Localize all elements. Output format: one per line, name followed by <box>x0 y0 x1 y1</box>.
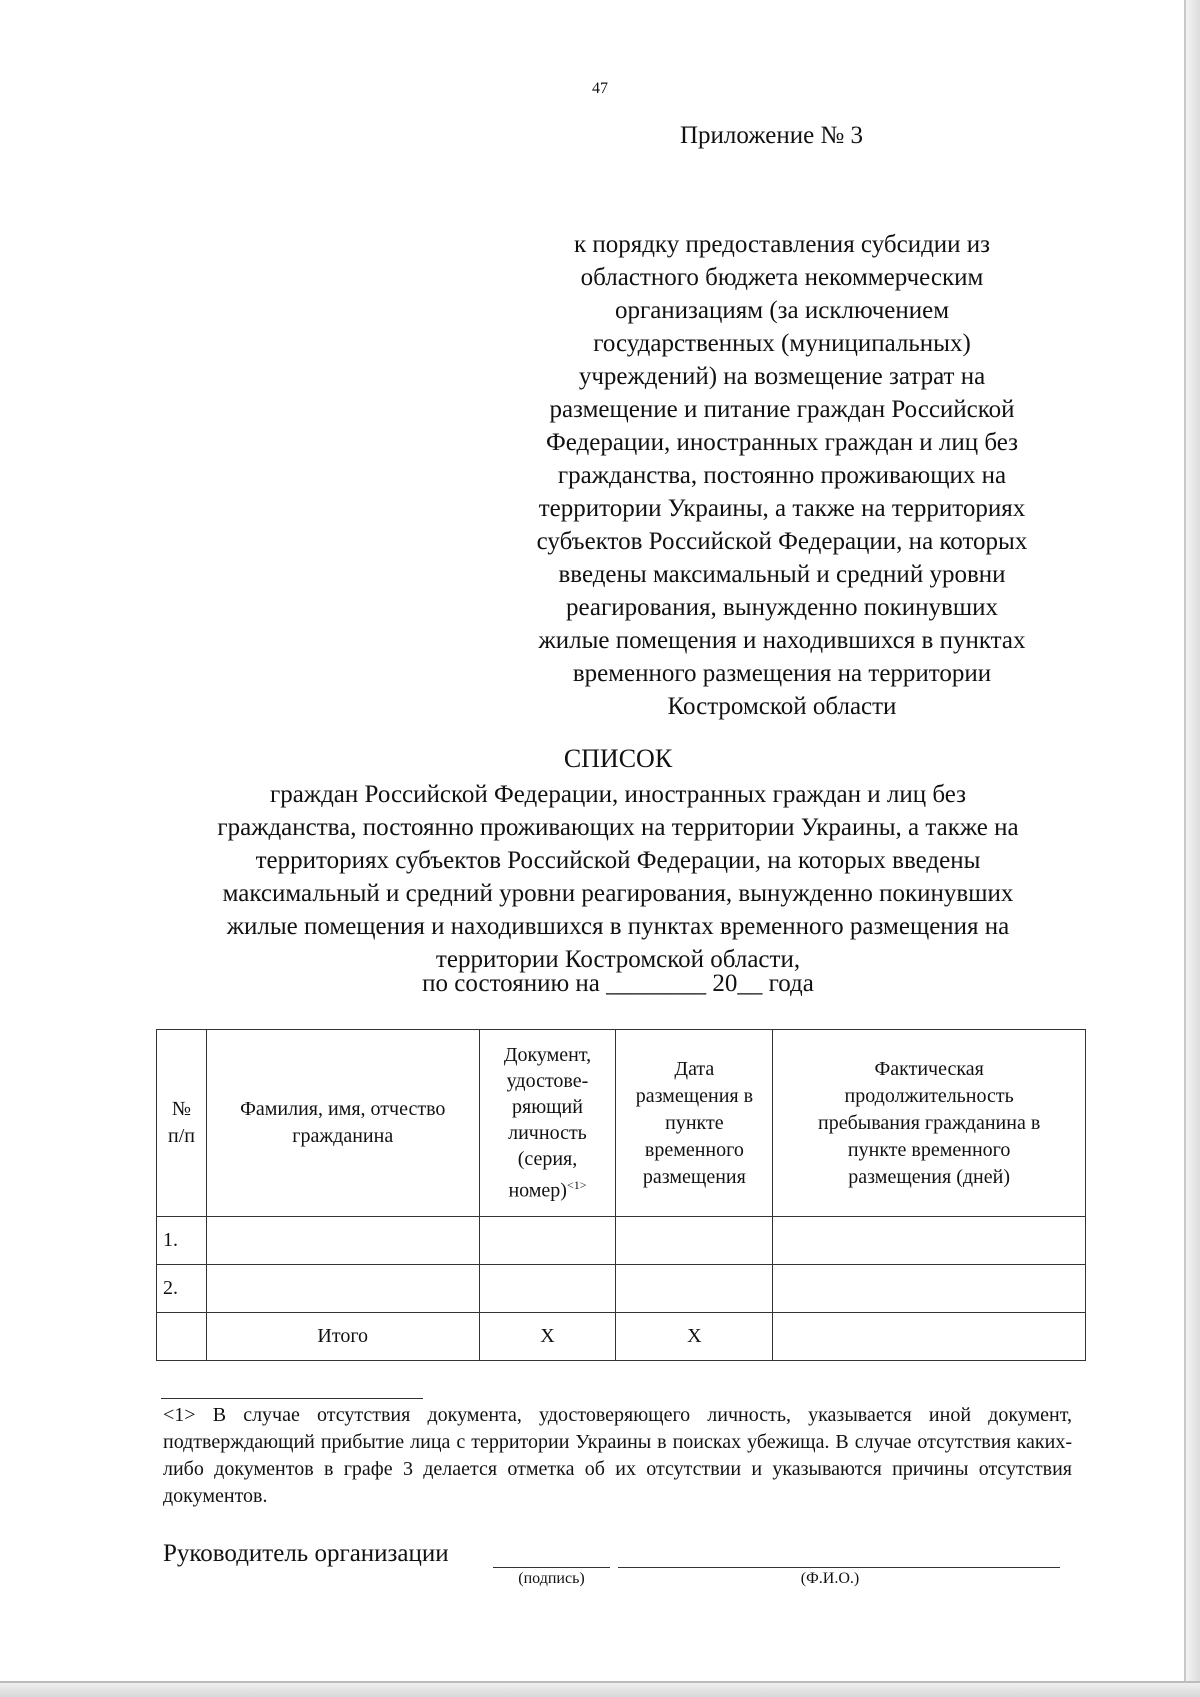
header-placement-date: Дата размещения в пункте временного размещения <box>616 1030 773 1217</box>
footnote-ref: <1> <box>566 1178 587 1193</box>
row-number: 2. <box>157 1265 207 1313</box>
appendix-caption-line: учреждений) на возмещение затрат на <box>578 363 986 390</box>
scan-shadow-bottom <box>0 1683 1200 1697</box>
appendix-caption-line: введены максимальный и средний уровни <box>558 561 1006 588</box>
row-duration <box>773 1217 1086 1265</box>
status-date-line: по состоянию на ________ 20__ года <box>422 970 814 997</box>
total-duration <box>773 1313 1086 1361</box>
full-name-caption: (Ф.И.О.) <box>800 1570 860 1587</box>
total-date: X <box>616 1313 773 1361</box>
appendix-caption-line: временного размещения на территории <box>572 660 992 687</box>
appendix-caption-line: к порядку предоставления субсидии из <box>573 231 991 258</box>
footnote: <1> В случае отсутствия документа, удостоверяющего личность, указывается иной документ, подтверждающий прибытие лица с территории Украины в поисках убежища. В случае отсутствия каких-либо документов в графе 3 делается отметка об их отсутствии и указываются причины отсутствия документов. <box>163 1404 1072 1507</box>
row-number: 1. <box>157 1217 207 1265</box>
total-document: X <box>479 1313 616 1361</box>
appendix-caption-line: областного бюджета некоммерческим <box>580 264 984 291</box>
row-document <box>479 1217 616 1265</box>
appendix-caption <box>492 228 1072 723</box>
list-description-line: территории Костромской области, <box>435 946 801 973</box>
appendix-caption-line: государственных (муниципальных) <box>593 330 971 357</box>
scan-shadow-right <box>1186 0 1200 1697</box>
signature-caption: (подпись) <box>518 1570 585 1587</box>
page-number: 47 <box>592 80 608 97</box>
appendix-caption-line: Федерации, иностранных граждан и лиц без <box>545 429 1019 456</box>
header-identity-document <box>479 1030 616 1217</box>
list-description-line: территориях субъектов Российской Федерации, на которых введены <box>255 847 981 874</box>
row-duration <box>773 1265 1086 1313</box>
list-description-line: жилые помещения и находившихся в пунктах временного размещения на <box>226 913 1010 940</box>
list-description-line: граждан Российской Федерации, иностранных граждан и лиц без <box>269 781 967 808</box>
row-document <box>479 1265 616 1313</box>
appendix-caption-line: размещение и питание граждан Российской <box>549 396 1015 423</box>
list-title: СПИСОК <box>563 744 673 773</box>
appendix-caption-line: Костромской области <box>667 693 897 720</box>
full-name-line <box>618 1567 1060 1568</box>
appendix-title: Приложение № 3 <box>680 122 864 149</box>
header-number: № п/п <box>157 1030 207 1217</box>
table-row <box>157 1217 1086 1265</box>
table-header-row <box>157 1030 1086 1217</box>
appendix-caption-line: организациям (за исключением <box>614 297 950 324</box>
header-document-text: Документ, удостове- ряющий личность (серия, номер) <box>503 1044 592 1202</box>
row-date <box>616 1265 773 1313</box>
row-full-name <box>206 1265 479 1313</box>
signature-label: Руководитель организации <box>163 1540 449 1567</box>
total-label: Итого <box>206 1313 479 1361</box>
signature-line <box>493 1567 610 1568</box>
table-total-row <box>157 1313 1086 1361</box>
row-full-name <box>206 1217 479 1265</box>
footnote-divider <box>161 1398 423 1399</box>
header-stay-duration: Фактическая продолжительность пребывания гражданина в пункте временного размещения (дней) <box>773 1030 1086 1217</box>
appendix-caption-line: реагирования, вынужденно покинувших <box>566 594 998 621</box>
appendix-caption-line: жилые помещения и находившихся в пунктах <box>538 627 1026 654</box>
header-full-name: Фамилия, имя, отчество гражданина <box>206 1030 479 1217</box>
list-description-line: максимальный и средний уровни реагирования, вынужденно покинувших <box>222 880 1014 907</box>
appendix-caption-line: субъектов Российской Федерации, на которых <box>536 528 1028 555</box>
citizens-table <box>156 1029 1086 1361</box>
list-description-line: гражданства, постоянно проживающих на территории Украины, а также на <box>217 814 1019 841</box>
total-number <box>157 1313 207 1361</box>
appendix-caption-line: гражданства, постоянно проживающих на <box>557 462 1007 489</box>
list-description <box>150 778 1086 976</box>
appendix-caption-line: территории Украины, а также на территориях <box>538 495 1026 522</box>
row-date <box>616 1217 773 1265</box>
table-row <box>157 1265 1086 1313</box>
